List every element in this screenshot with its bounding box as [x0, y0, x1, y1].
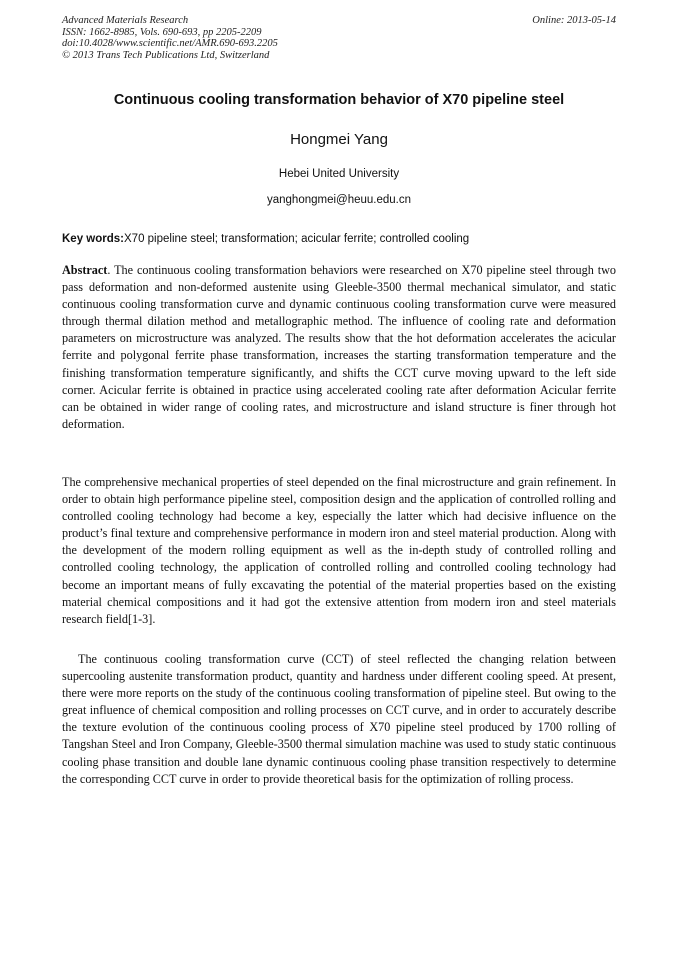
abstract-text: . The continuous cooling transformation behaviors were researched on X70 pipeline steel through two pass deformation and non-deformed austenite using Gleeble-3500 thermal mechanical simulator, and static continuous cooling transformation curve and dynamic continuous cooling transformation curve were measured through thermal dilation method and metallographic method. The influence of cooling rate and deformation parameters on microstructure was analyzed. The results show that the hot deformation accelerates the acicular ferrite and polygonal ferrite phase transformation, increases the starting transformation temperature and the finishing transformation temperature significantly, and shifts the CCT curve moving upward to the left side corner. Acicular ferrite is obtained in practice using accelerated cooling rate after deformation Acicular ferrite can be obtained in wider range of cooling rates, and microstructure and island structure is finer through hot deformation. [62, 263, 616, 431]
keywords-line [62, 232, 616, 246]
journal-name: Advanced Materials Research [62, 15, 189, 26]
copyright-line: © 2013 Trans Tech Publications Ltd, Switzerland [62, 49, 270, 61]
journal-header [62, 15, 616, 61]
body-paragraph-2: The continuous cooling transformation curve (CCT) of steel reflected the changing relation between supercooling austenite transformation product, quantity and hardness under different cooling speed. At present, there were more reports on the study of the continuous cooling transformation of pipeline steel. But owing to the great influence of chemical composition and rolling processes on CCT curve, and in order to accurately describe the texture evolution of the continuous cooling process of X70 pipeline steel produced by 1700 rolling of Tangshan Steel and Iron Company, Gleeble-3500 thermal simulation machine was used to study static continuous cooling phase transition and double lane dynamic continuous cooling phase transition respectively to determine the corresponding CCT curve in order to provide theoretical basis for the optimization of rolling process. [62, 652, 616, 786]
doi-line: doi:10.4028/www.scientific.net/AMR.690-693.2205 [62, 38, 278, 49]
abstract-label: Abstract [62, 263, 108, 277]
online-date: Online: 2013-05-14 [532, 15, 616, 26]
paper-title: Continuous cooling transformation behavior of X70 pipeline steel [113, 92, 565, 108]
keywords-text: X70 pipeline steel; transformation; acicular ferrite; controlled cooling [124, 233, 470, 245]
author-email: yanghongmei@heuu.edu.cn [266, 194, 412, 206]
abstract-paragraph [62, 262, 616, 433]
body-paragraph-1: The comprehensive mechanical properties of steel depended on the final microstructure and grain refinement. In order to obtain high performance pipeline steel, composition design and the application of controlled rolling and controlled cooling technology had become a key, especially the latter which had decisive influence on the product’s final texture and comprehensive performance in modern iron and steel material production. Along with the development of the modern rolling equipment as well as the in-depth study of controlled rolling and controlled cooling technology, the application of controlled rolling and controlled cooling technology had become an important means of fully excavating the potential of the material properties based on the existing material chemical compositions and it had got the extensive attention from modern iron and steel materials research field[1-3]. [62, 475, 616, 626]
keywords-label: Key words: [62, 233, 124, 245]
issn-line: ISSN: 1662-8985, Vols. 690-693, pp 2205-2209 [62, 26, 262, 38]
author-affiliation: Hebei United University [278, 168, 400, 180]
author-name: Hongmei Yang [290, 131, 388, 148]
